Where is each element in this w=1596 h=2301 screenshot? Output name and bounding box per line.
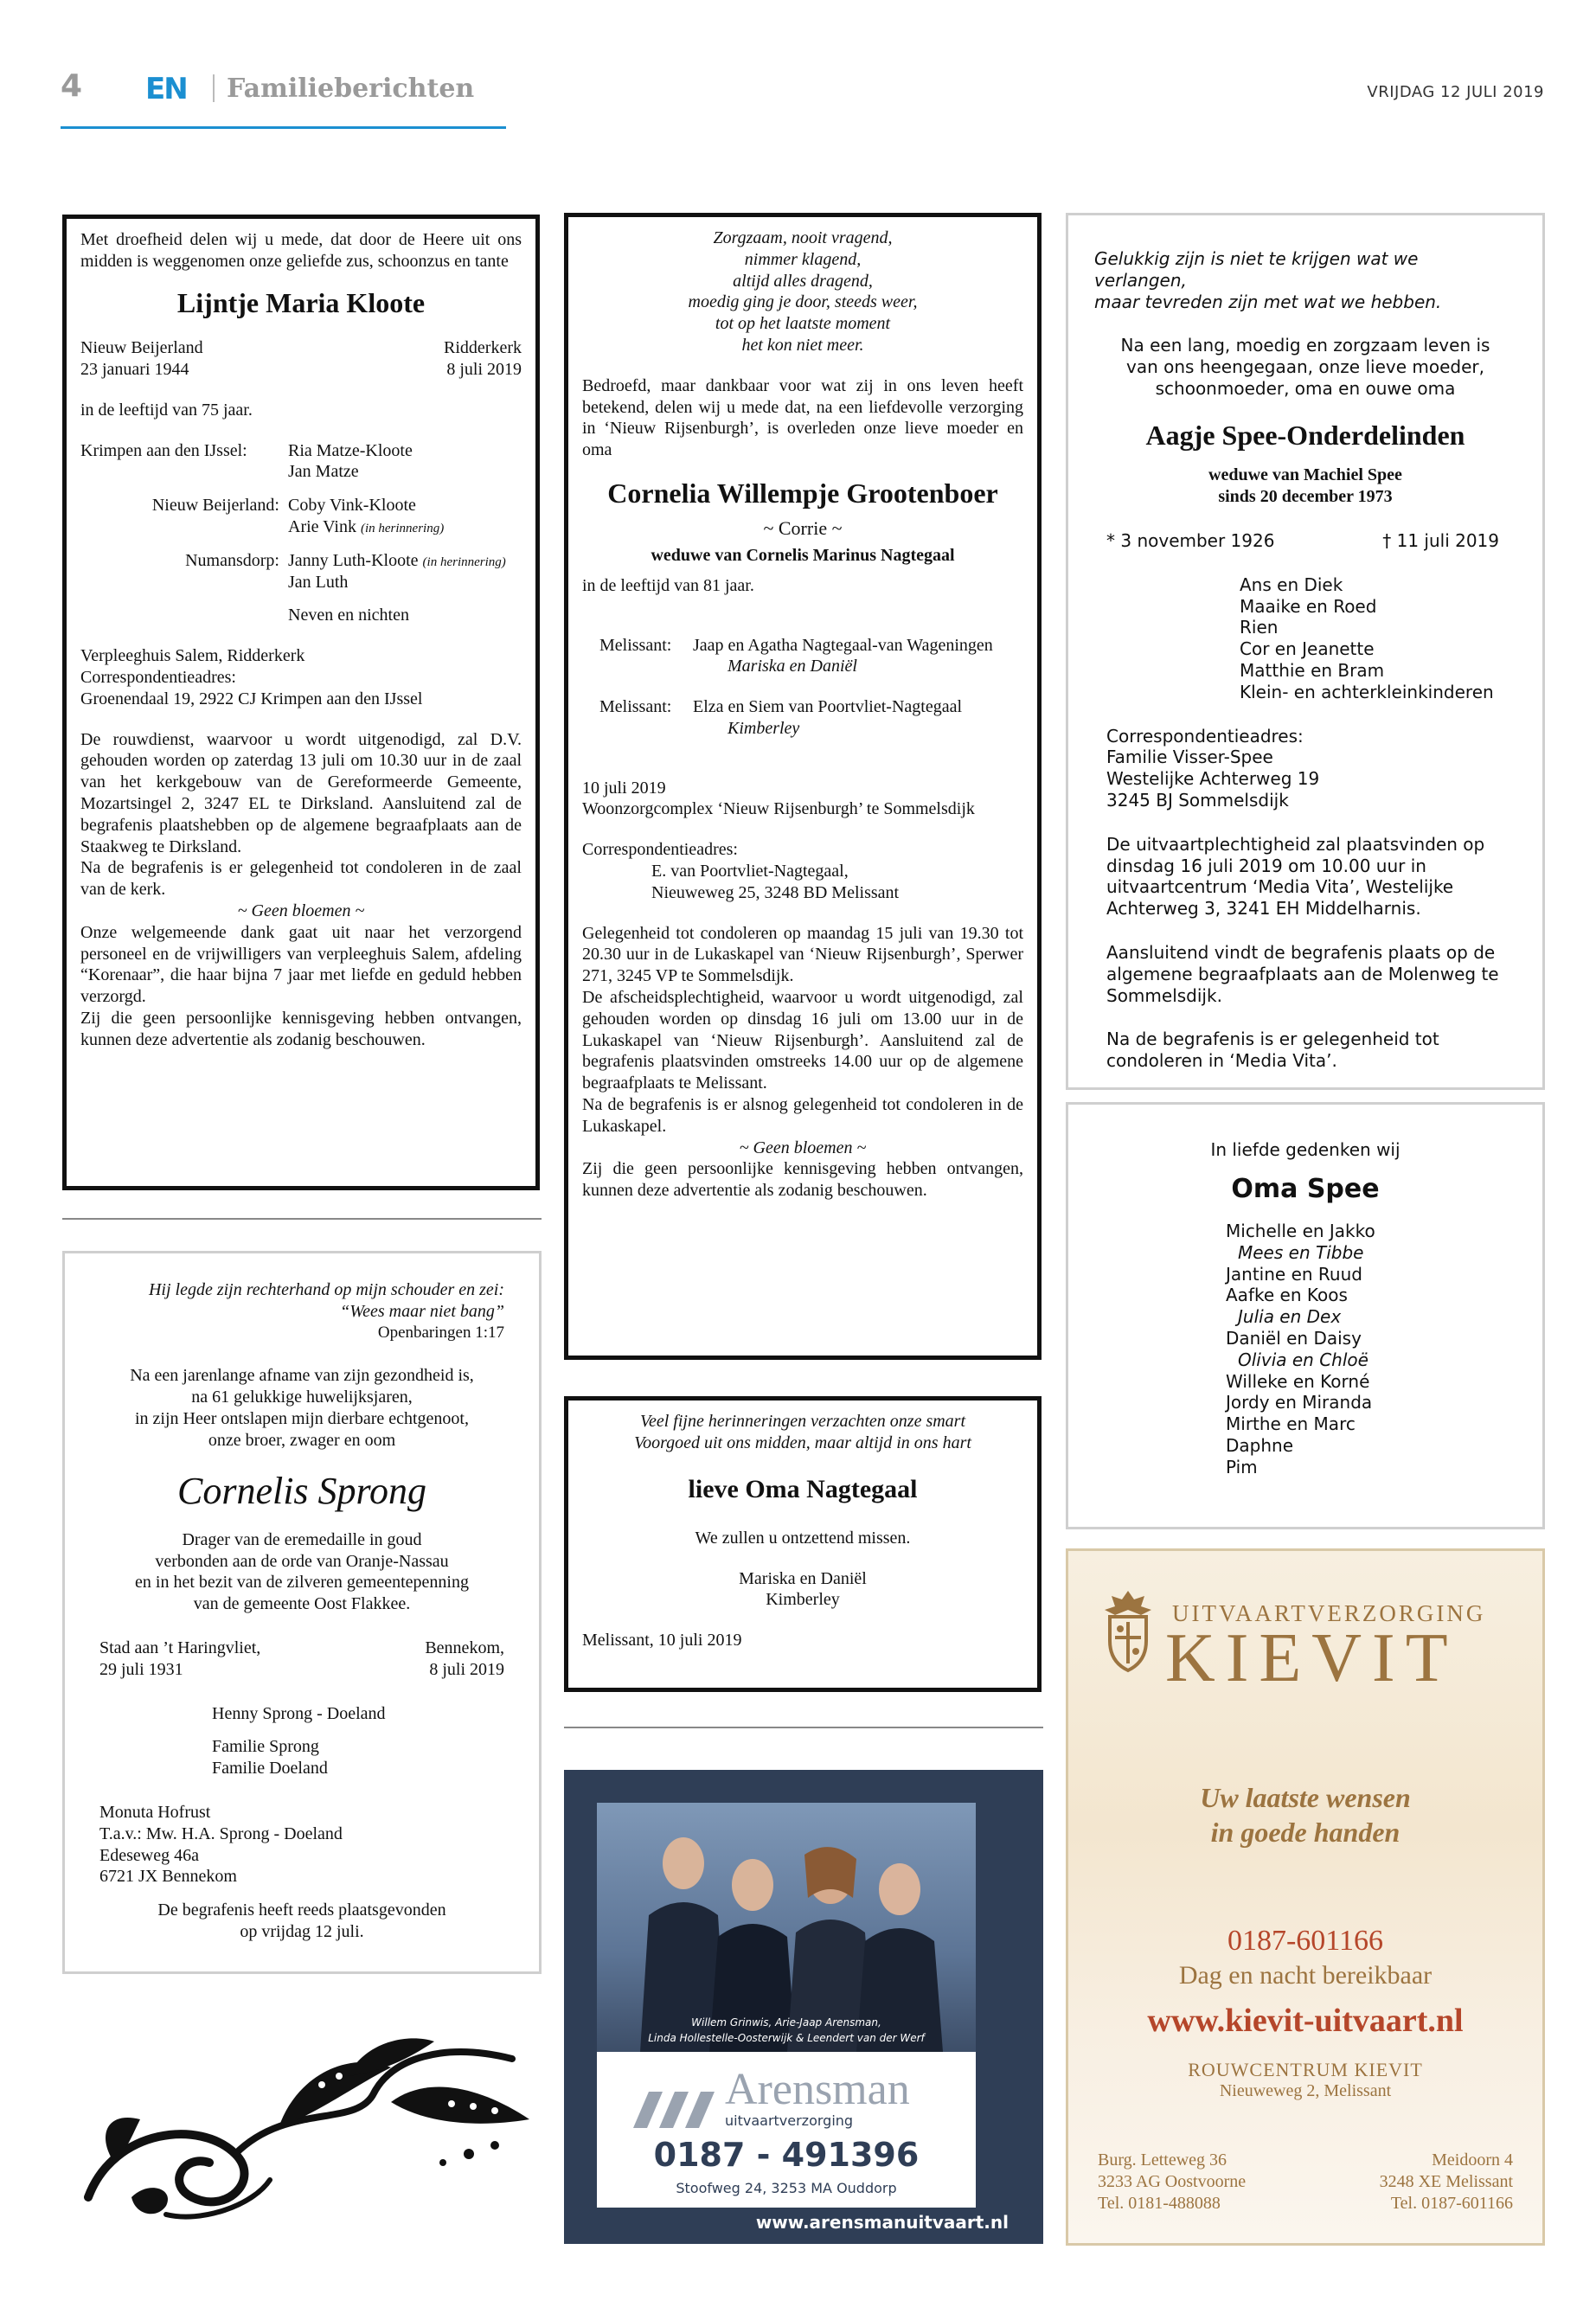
family-line: Mariska en Daniël [727, 657, 857, 676]
header-separator [213, 74, 215, 102]
arensman-photo [597, 1803, 976, 2052]
sprong-honor-line: en in het bezit van de zilveren gemeentepenning [135, 1573, 469, 1593]
kloote-notice: Zij die geen persoonlijke kennisgeving hebben ontvangen, kunnen deze advertentie als zodanig beschouwen. [80, 1008, 522, 1049]
kievit-phone[interactable]: 0187-601166 [1227, 1925, 1384, 1957]
nagtegaal-line: Voorgoed uit ons midden, maar altijd in ons hart [634, 1433, 971, 1452]
nagtegaal-from: Kimberley [766, 1590, 840, 1610]
kloote-nephews-row [80, 605, 522, 626]
arensman-logo-icon [633, 2090, 720, 2130]
column-separator [62, 1218, 542, 1220]
sprong-closing [99, 1900, 504, 1943]
kievit-center: ROUWCENTRUM KIEVIT [1188, 2059, 1423, 2080]
family-line: Elza en Siem van Poortvliet-Nagtegaal [693, 697, 963, 717]
notice-kloote [62, 215, 540, 1190]
poem-line: altijd alles dragend, [733, 271, 873, 291]
sprong-family [212, 1703, 504, 1779]
oma-spee-intro: In liefde gedenken wij [1210, 1139, 1401, 1160]
oma-spee-grandchild: Pim [1226, 1456, 1258, 1477]
oma-spee-names [1226, 1221, 1504, 1478]
decorative-swirl-ornament [62, 2024, 547, 2232]
kievit-address-right [1380, 2150, 1513, 2214]
spee-corr-line: Westelijke Achterweg 19 [1106, 768, 1320, 790]
sprong-dates [99, 1638, 504, 1681]
oma-spee-grandchild: Michelle en Jakko [1226, 1220, 1375, 1241]
oma-spee-grandchild: Jordy en Miranda [1226, 1392, 1373, 1413]
spee-intro [1106, 335, 1504, 399]
grootenboer-date: 10 juli 2019 [582, 778, 666, 798]
grootenboer-notice: Zij die geen persoonlijke kennisgeving hebben ontvangen, kunnen deze advertentie als zodanig beschouwen. [582, 1159, 1023, 1201]
sprong-address-line: T.a.v.: Mw. H.A. Sprong - Doeland [99, 1823, 343, 1843]
sprong-intro-line: onze broer, zwager en oom [208, 1430, 396, 1450]
spee-intro-line: van ons heengegaan, onze lieve moeder, [1126, 356, 1484, 378]
oma-spee-grandchild: Mirthe en Marc [1226, 1413, 1356, 1435]
notice-grootenboer [564, 213, 1042, 1360]
arensman-card [597, 2052, 976, 2208]
arensman-phone: 0187 - 491396 [653, 2136, 920, 2174]
oma-spee-grandchild: Willeke en Korné [1226, 1370, 1370, 1392]
kloote-nephews: Neven en nichten [288, 606, 409, 625]
sprong-address-line: Edeseweg 46a [99, 1845, 199, 1865]
spee-child: Ans en Diek [1240, 574, 1343, 595]
poem-line: Zorgzaam, nooit vragend, [713, 228, 893, 247]
grootenboer-name: Cornelia Willempje Grootenboer [607, 477, 998, 509]
spee-burial: Aansluitend vindt de begrafenis plaats op de algemene begraafplaats aan de Molenweg te Sommelsdijk. [1106, 942, 1499, 1006]
grootenboer-nickname: ~ Corrie ~ [763, 516, 843, 539]
nagtegaal-name: lieve Oma Nagtegaal [688, 1474, 918, 1503]
kievit-address-line: Tel. 0187-601166 [1390, 2193, 1513, 2213]
family-line: Kimberley [727, 718, 800, 738]
arensman-website[interactable]: www.arensmanuitvaart.nl [755, 2212, 1009, 2234]
kloote-thanks: Onze welgemeende dank gaat uit naar het verzorgend personeel en de vrijwilligers van verpleeghuis Salem, afdeling “Korenaar”, die haar bijna 7 jaar met liefde en geduld hebben verzorgd. [80, 922, 522, 1007]
relative-name: Coby Vink-Kloote [288, 496, 416, 516]
family-line: Jaap en Agatha Nagtegaal-van Wageningen [693, 635, 993, 655]
oma-spee-great-grandchild: Julia en Dex [1238, 1306, 1342, 1328]
kloote-death-place: Ridderkerk [444, 338, 522, 358]
arensman-caption: Linda Hollestelle-Oosterwijk & Leendert van der Werf [648, 2032, 925, 2045]
kievit-brand: KIEVIT [1165, 1620, 1458, 1696]
relative-place: Nieuw Beijerland: [151, 496, 279, 516]
sprong-birth-date: 29 juli 1931 [99, 1659, 183, 1679]
nagtegaal-place-date: Melissant, 10 juli 2019 [582, 1631, 742, 1650]
notice-oma-spee [1066, 1102, 1545, 1529]
sprong-family-line: Henny Sprong - Doeland [212, 1703, 386, 1723]
spee-born: * 3 november 1926 [1106, 530, 1275, 552]
kloote-address [80, 645, 522, 709]
spee-quote: maar tevreden zijn met wat we hebben. [1094, 291, 1442, 312]
kievit-kicker: UITVAARTVERZORGING [1172, 1600, 1486, 1626]
kievit-website[interactable]: www.kievit-uitvaart.nl [1147, 2003, 1464, 2039]
spee-quote: Gelukkig zijn is niet te krijgen wat we verlangen, [1094, 248, 1419, 291]
notice-spee [1066, 213, 1545, 1090]
grootenboer-no-flowers: ~ Geen bloemen ~ [739, 1138, 867, 1157]
newspaper-logo: EN [145, 72, 187, 106]
sprong-address-line: 6721 JX Bennekom [99, 1867, 237, 1887]
notice-sprong [62, 1251, 542, 1974]
kievit-address-left [1098, 2150, 1246, 2214]
spee-child: Klein- en achterkleinkinderen [1240, 681, 1494, 702]
sprong-intro-line: na 61 gelukkige huwelijksjaren, [191, 1387, 413, 1407]
kloote-death-date: 8 juli 2019 [446, 360, 522, 380]
relative-name: Jan Luth [288, 572, 349, 592]
sprong-intro-line: in zijn Heer ontslapen mijn dierbare echtgenoot, [135, 1408, 469, 1428]
sprong-intro [99, 1365, 504, 1451]
kloote-condolence: Na de begrafenis is er gelegenheid tot condoleren in de zaal van de kerk. [80, 858, 522, 900]
spee-corr [1106, 726, 1504, 811]
sprong-name: Cornelis Sprong [176, 1470, 427, 1513]
grootenboer-after: Na de begrafenis is er alsnog gelegenheid tot condoleren in de Lukaskapel. [582, 1095, 1023, 1136]
section-title: Familieberichten [227, 74, 475, 104]
poem-line: tot op het laatste moment [715, 314, 891, 334]
sprong-closing-line: De begrafenis heeft reeds plaatsgevonden [157, 1900, 446, 1920]
oma-spee-grandchild: Daphne [1226, 1434, 1294, 1456]
kloote-service: De rouwdienst, waarvoor u wordt uitgenodigd, zal D.V. gehouden worden op zaterdag 13 juli om 10.30 uur in de zaal van het kerkgebouw van de Gereformeerde Gemeente, Mozartsingel 2, 3247 EL te Dirksland. Aansluitend zal de begrafenis plaatshebben op de algemene begraafplaats aan de Staakweg te Dirksland. [80, 729, 522, 856]
sprong-honors [99, 1529, 504, 1615]
relative-name: Janny Luth-Kloote [288, 550, 419, 570]
ad-arensman [564, 1770, 1043, 2244]
kievit-address-line: Burg. Letteweg 36 [1098, 2150, 1227, 2170]
relative-place: Krimpen aan den IJssel: [80, 440, 247, 460]
sprong-family-line: Familie Doeland [212, 1759, 328, 1779]
kievit-crest-icon [1098, 1587, 1158, 1674]
grootenboer-poem [582, 228, 1023, 356]
grootenboer-condolence: Gelegenheid tot condoleren op maandag 15 juli van 19.30 tot 20.30 uur in de Lukaskapel van ‘Nieuw Rijsenburgh’, Sperwer 271, 3245 VP te Sommelsdijk. [582, 923, 1023, 986]
grootenboer-service: De afscheidsplechtigheid, waarvoor u wordt uitgenodigd, zal gehouden worden op dinsdag 16 juli om 13.00 uur in de Lukaskapel van ‘Nieuw Rijsenburgh’. Aansluitend zal de begrafenis plaatsvinden omstreeks 14.00 uur op de algemene begraafplaats te Melissant. [582, 988, 1023, 1093]
poem-line: moedig ging je door, steeds weer, [688, 292, 918, 312]
sprong-honor-line: Drager van de eremedaille in goud [182, 1529, 422, 1549]
grootenboer-corr-label: Correspondentieadres: [582, 840, 738, 860]
page-number: 4 [61, 68, 83, 104]
spee-widow: weduwe van Machiel Spee [1208, 465, 1402, 485]
oma-spee-great-grandchild: Olivia en Chloë [1238, 1349, 1368, 1370]
kloote-intro: Met droefheid delen wij u mede, dat door de Heere uit ons midden is weggenomen onze geliefde zus, schoonzus en tante [80, 230, 522, 271]
column-separator [564, 1727, 1043, 1728]
spee-corr-line: Correspondentieadres: [1106, 725, 1304, 747]
spee-child: Cor en Jeanette [1240, 638, 1375, 660]
sprong-quote: Hij legde zijn rechterhand op mijn schouder en zei: [148, 1280, 504, 1299]
kievit-address-line: Meidoorn 4 [1432, 2150, 1513, 2170]
kloote-birth-date: 23 januari 1944 [80, 360, 189, 380]
nagtegaal-from: Mariska en Daniël [739, 1568, 867, 1588]
sprong-honor-line: van de gemeente Oost Flakkee. [193, 1594, 411, 1614]
kloote-age: in de leeftijd van 75 jaar. [80, 400, 253, 420]
kloote-address-line: Correspondentieadres: [80, 668, 236, 688]
poem-line: het kon niet meer. [741, 335, 864, 355]
grootenboer-corr-line: Nieuweweg 25, 3248 BD Melissant [651, 882, 900, 902]
grootenboer-corr-line: E. van Poortvliet-Nagtegaal, [651, 862, 849, 881]
sprong-birth-place: Stad aan ’t Haringvliet, [99, 1638, 261, 1658]
kloote-relative [80, 440, 522, 484]
kievit-slogan: Uw laatste wensen [1200, 1782, 1411, 1813]
spee-intro-line: Na een lang, moedig en zorgzaam leven is [1120, 335, 1490, 356]
oma-spee-grandchild: Aafke en Koos [1226, 1285, 1348, 1306]
relative-name: Ria Matze-Kloote [288, 440, 413, 460]
notice-oma-nagtegaal [564, 1396, 1042, 1692]
kloote-no-flowers: ~ Geen bloemen ~ [237, 901, 365, 920]
relative-note: (in herinnering) [360, 522, 445, 536]
grootenboer-widow: weduwe van Cornelis Marinus Nagtegaal [651, 545, 955, 565]
sprong-honor-line: verbonden aan de orde van Oranje-Nassau [155, 1551, 449, 1571]
kloote-relative [80, 550, 522, 593]
grootenboer-corr [582, 839, 1023, 903]
spee-corr-line: Familie Visser-Spee [1106, 747, 1273, 768]
spee-child: Matthie en Bram [1240, 660, 1385, 682]
spee-name: Aagje Spee-Onderdelinden [1145, 419, 1465, 451]
grootenboer-age: in de leeftijd van 81 jaar. [582, 575, 754, 595]
arensman-tagline: uitvaartverzorging [725, 2112, 854, 2129]
oma-spee-grandchild: Jantine en Ruud [1226, 1263, 1362, 1285]
family-place: Melissant: [599, 697, 672, 717]
sprong-closing-line: op vrijdag 12 juli. [240, 1922, 364, 1942]
ad-kievit [1066, 1548, 1545, 2246]
sprong-quote-2: “Wees maar niet bang” [340, 1301, 504, 1321]
kievit-address-line: Tel. 0181-488088 [1098, 2193, 1221, 2213]
kloote-dates [80, 337, 522, 381]
grootenboer-place: Woonzorgcomplex ‘Nieuw Rijsenburgh’ te Sommelsdijk [582, 799, 975, 819]
arensman-address: Stoofweg 24, 3253 MA Ouddorp [676, 2180, 897, 2196]
nagtegaal-miss: We zullen u ontzettend missen. [695, 1528, 911, 1548]
arensman-caption: Willem Grinwis, Arie-Jaap Arensman, [691, 2016, 881, 2029]
oma-spee-grandchild: Daniël en Daisy [1226, 1327, 1362, 1349]
header-underline [61, 126, 506, 129]
oma-spee-name: Oma Spee [1231, 1173, 1380, 1204]
team-photo-silhouettes [597, 1803, 976, 2052]
kloote-address-line: Verpleeghuis Salem, Ridderkerk [80, 646, 305, 666]
relative-note: (in herinnering) [422, 554, 506, 569]
spee-service: De uitvaartplechtigheid zal plaatsvinden op dinsdag 16 juli 2019 om 10.00 uur in uitvaartcentrum ‘Media Vita’, Westelijke Achterweg 3, 3241 EH Middelharnis. [1106, 833, 1485, 920]
grootenboer-family-row [599, 635, 1023, 678]
grootenboer-location [582, 778, 1023, 821]
kloote-relative [80, 495, 522, 538]
oma-spee-great-grandchild: Mees en Tibbe [1238, 1241, 1364, 1263]
grootenboer-family-row [599, 696, 1023, 740]
spee-widow: sinds 20 december 1973 [1218, 487, 1393, 507]
kievit-address-line: 3233 AG Oostvoorne [1098, 2171, 1247, 2191]
kievit-availability: Dag en nacht bereikbaar [1178, 1961, 1433, 1990]
relative-name: Jan Matze [288, 462, 359, 482]
arensman-logo [633, 2067, 910, 2130]
spee-condolence: Na de begrafenis is er gelegenheid tot condoleren in ‘Media Vita’. [1106, 1029, 1439, 1072]
spee-died: † 11 juli 2019 [1382, 530, 1499, 552]
sprong-death-date: 8 juli 2019 [429, 1659, 504, 1679]
sprong-intro-line: Na een jarenlange afname van zijn gezondheid is, [130, 1366, 474, 1386]
sprong-address [99, 1802, 504, 1888]
spee-corr-line: 3245 BJ Sommelsdijk [1106, 790, 1289, 811]
relative-name: Arie Vink [288, 517, 356, 537]
spee-child: Maaike en Roed [1240, 595, 1377, 617]
poem-line: nimmer klagend, [744, 249, 862, 269]
kievit-center-address: Nieuweweg 2, Melissant [1219, 2081, 1392, 2100]
family-place: Melissant: [599, 635, 672, 655]
sprong-family-line: Familie Sprong [212, 1737, 319, 1757]
arensman-brand: Arensman [725, 2065, 910, 2114]
issue-date: VRIJDAG 12 JULI 2019 [1367, 83, 1544, 101]
spee-children [1240, 574, 1504, 703]
spee-dates [1106, 530, 1504, 552]
kievit-slogan: in goede handen [1210, 1817, 1401, 1848]
sprong-address-line: Monuta Hofrust [99, 1803, 211, 1823]
spee-intro-line: schoonmoeder, oma en ouwe oma [1155, 377, 1456, 399]
kloote-birth-place: Nieuw Beijerland [80, 338, 203, 358]
nagtegaal-line: Veel fijne herinneringen verzachten onze smart [639, 1412, 966, 1431]
spee-child: Rien [1240, 617, 1279, 638]
kievit-address-line: 3248 XE Melissant [1379, 2171, 1513, 2191]
grootenboer-intro: Bedroefd, maar dankbaar voor wat zij in ons leven heeft betekend, delen wij u mede dat, na een liefdevolle verzorging in ‘Nieuw Rijsenburgh’, is overleden onze lieve moeder en oma [582, 375, 1023, 460]
sprong-death-place: Bennekom, [425, 1638, 504, 1658]
relative-place: Numansdorp: [185, 550, 279, 570]
kloote-address-line: Groenendaal 19, 2922 CJ Krimpen aan den IJssel [80, 689, 423, 708]
kloote-name: Lijntje Maria Kloote [176, 286, 426, 318]
sprong-verse: Openbaringen 1:17 [377, 1323, 504, 1342]
